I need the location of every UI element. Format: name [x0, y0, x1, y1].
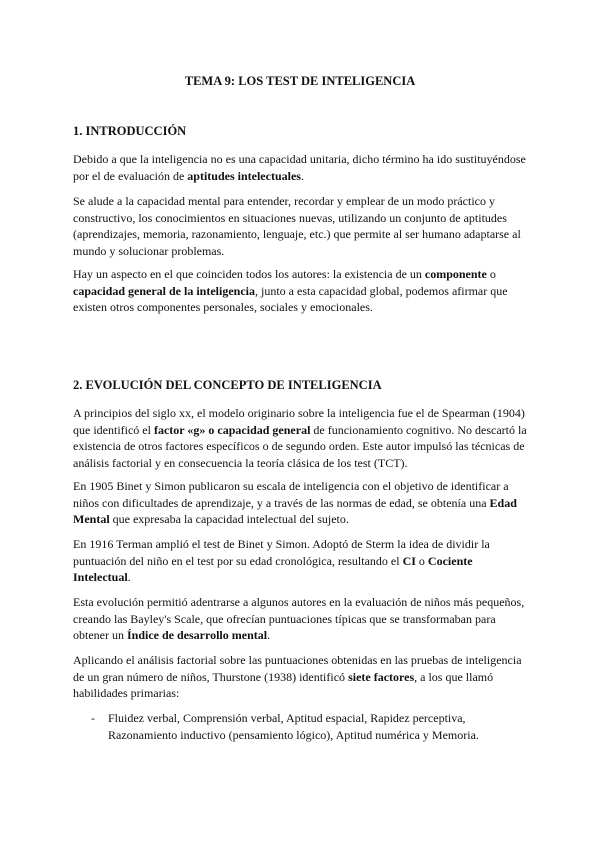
paragraph-evolucion-1	[73, 405, 533, 471]
text-run: En 1916 Terman amplió el test de Binet y Simon. Adoptó de Sterm la idea de dividir la puntuación del niño en el test por su edad cronológica, resultando el	[73, 537, 490, 568]
paragraph-evolucion-4	[73, 594, 533, 644]
text-run: o	[415, 553, 428, 568]
section-heading-introduccion: 1. INTRODUCCIÓN	[73, 124, 187, 138]
text-run: , junto a esta capacidad global, podemos afirmar que existen otros componentes personales, sociales y emocionales.	[73, 283, 508, 314]
text-run: En 1905 Binet y Simon publicaron su escala de inteligencia con el objetivo de identificar a niños con dificultades de aprendizaje, y a través de las normas de edad, se obtenía una	[73, 479, 509, 510]
bold-term: Edad Mental	[73, 495, 517, 526]
bold-term: capacidad general de la inteligencia	[73, 283, 255, 298]
bullet-dash: -	[91, 711, 95, 725]
text-run: , a los que llamó habilidades primarias:	[73, 669, 494, 700]
paragraph-intro-1	[73, 151, 533, 184]
section-heading-evolucion: 2. EVOLUCIÓN DEL CONCEPTO DE INTELIGENCIA	[73, 378, 382, 392]
text-run: A principios del siglo xx, el modelo originario sobre la inteligencia fue el de Spearman (1904) que identificó el	[73, 406, 525, 437]
bold-term: componente	[424, 267, 487, 281]
paragraph-intro-3	[73, 266, 533, 316]
bold-term: aptitudes intelectuales	[187, 168, 301, 183]
text-run: .	[267, 628, 271, 642]
text-run: Esta evolución permitió adentrarse a algunos autores en la evaluación de niños más pequeños, creando las Bayley's Scale, que ofrecían puntuaciones típicas que se transformaban para obtener un	[73, 595, 525, 642]
text-run: Debido a que la inteligencia no es una capacidad unitaria, dicho término ha ido sustituyéndose por el de evaluación de	[73, 152, 526, 183]
text-run: Aplicando el análisis factorial sobre las puntuaciones obtenidas en las pruebas de inteligencia de un gran número de niños, Thurstone (1938) identificó	[73, 653, 522, 684]
bold-term: Índice de desarrollo mental	[126, 628, 268, 642]
bold-term: CI	[402, 553, 416, 568]
paragraph-evolucion-5	[73, 652, 533, 702]
bold-term: Cociente Intelectual	[73, 553, 473, 584]
document-title: TEMA 9: LOS TEST DE INTELIGENCIA	[184, 74, 416, 88]
paragraph-intro-2: Se alude a la capacidad mental para entender, recordar y emplear de un modo práctico y constructivo, los conocimientos en situaciones nuevas, utilizando un conjunto de aptitudes (aprendizajes, memoria, razonamiento, lenguaje, etc.) que permite al ser humano adaptarse al mundo y solucionar problemas.	[73, 194, 521, 258]
text-run: .	[127, 570, 131, 584]
bold-term: siete factores	[348, 669, 415, 684]
text-run: .	[300, 168, 304, 183]
text-run: o	[486, 267, 496, 281]
text-run: de funcionamiento cognitivo. No descartó la existencia de otros factores específicos o de segundo orden. Este autor impulsó las técnicas de análisis factorial y en consecuencia la teoría clásica de los test (TCT).	[73, 422, 527, 470]
paragraph-evolucion-2	[73, 478, 533, 528]
list-item-text: Fluidez verbal, Comprensión verbal, Aptitud espacial, Rapidez perceptiva, Razonamiento inductivo (pensamiento lógico), Aptitud numérica y Memoria.	[108, 711, 479, 742]
text-run: Hay un aspecto en el que coinciden todos los autores: la existencia de un	[73, 267, 425, 281]
text-run: que expresaba la capacidad intelectual del sujeto.	[109, 512, 349, 526]
bold-term: factor «g» o capacidad general	[153, 422, 311, 437]
paragraph-evolucion-3	[73, 536, 533, 586]
